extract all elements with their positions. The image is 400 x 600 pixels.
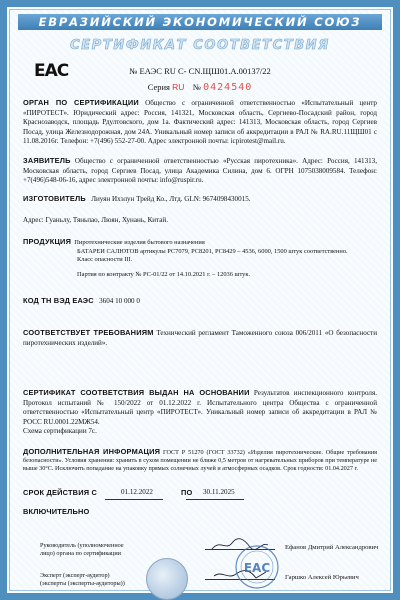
eac-stamp-icon — [232, 544, 282, 590]
expert-role-line-1: Эксперт (эксперт-аудитор) — [40, 572, 110, 579]
tnved-label: КОД ТН ВЭД ЕАЭС — [23, 296, 94, 305]
product-label: ПРОДУКЦИЯ — [23, 237, 72, 246]
maker-section — [23, 194, 377, 205]
validity-inclusive-label: ВКЛЮЧИТЕЛЬНО — [23, 506, 90, 516]
union-banner: ЕВРАЗИЙСКИЙ ЭКОНОМИЧЕСКИЙ СОЮЗ — [18, 14, 382, 30]
extra-info-section — [23, 448, 377, 474]
requirements-text: Технический регламент Таможенного союза 006/2011 «О безопасности пиротехнических изделий». — [23, 329, 377, 347]
validity-section — [23, 488, 377, 517]
certificate-title: СЕРТИФИКАТ СООТВЕТСТВИЯ — [70, 38, 330, 53]
series-label: Серия — [147, 82, 170, 92]
to-date-underline — [186, 499, 244, 500]
certificate-number-line — [10, 66, 390, 76]
scheme-text: Схема сертификации 7с. — [23, 427, 97, 436]
tnved-code: 3604 10 000 0 — [99, 297, 140, 305]
validity-from-label: СРОК ДЕЙСТВИЯ С — [23, 488, 98, 497]
validity-from-date: 01.12.2022 — [121, 488, 153, 496]
organ-section — [23, 98, 377, 147]
validity-to-label: ПО — [181, 488, 193, 497]
organ-text: Общество с ограниченной ответственностью «Испытательный центр «ПИРОТЕСТ». Юридический адрес: Россия, 141321, Московская область, Сергиево-Посадский район, город Краснозаводск, площадь Рдултовского, дом 1а. Фактический адрес: 141313, Московская область, город Сергиев Посад, улица Железнодорожная, дом 24А. Уникальный номер записи об аккредитации в РАЛ № RA.RU.11ЩШ01 с 11.08.2016г. Телефон: +7(496) 552-27-00. Адрес электронной почты: icpirotest@mail.ru. — [23, 99, 377, 146]
hologram-seal-icon — [146, 558, 188, 600]
head-role-line-1: Руководитель (уполномоченное — [40, 542, 124, 549]
basis-text: Результатов инспекционного контроля. Протокол испытаний № 150/2022 от 01.12.2022 г. Испытательного центра Общества с ограниченной ответственностью «Испытательный центр «ПИРОТЕСТ». Уникальный номер записи об аккредитации в РАЛ № РОСС RU.0001.22МЖ54. — [23, 389, 377, 426]
series-code: RU — [172, 82, 185, 92]
from-date-underline — [105, 499, 163, 500]
product-line-1: Пиротехнические изделия бытового назначения — [74, 239, 205, 246]
applicant-label: ЗАЯВИТЕЛЬ — [23, 156, 71, 165]
maker-text: Лиуян Ихэлун Трейд Ко., Лтд. GLN: 9674098430015. — [91, 195, 251, 203]
basis-label: СЕРТИФИКАТ СООТВЕТСТВИЯ ВЫДАН НА ОСНОВАНИИ — [23, 388, 250, 397]
stamp-text: ЕАС — [243, 561, 271, 575]
requirements-label: СООТВЕТСТВУЕТ ТРЕБОВАНИЯМ — [23, 328, 154, 337]
maker-label: ИЗГОТОВИТЕЛЬ — [23, 194, 86, 203]
product-line-3: Класс опасности III. — [77, 256, 133, 264]
requirements-section — [23, 328, 377, 348]
head-name: Ефанов Дмитрий Александрович — [285, 544, 379, 551]
organ-label: ОРГАН ПО СЕРТИФИКАЦИИ — [23, 98, 139, 107]
extra-info-text: ГОСТ Р 51270 (ГОСТ 33732) «Изделия пиротехнические. Общие требования безопасности». Условия хранения: хранить в сухом помещении не ближе 0,5 метров от нагревательных приборов при температуре не выше 30°С. Исключить попадание на упаковку прямых солнечных лучей и атмосферных осадков. Срок годности: 01.04.2027 г. — [23, 449, 378, 473]
series-line — [10, 82, 390, 93]
head-role-line-2: лицо) органа по сертификации — [40, 549, 121, 557]
head-role — [40, 542, 124, 557]
validity-to-date: 30.11.2025 — [203, 488, 235, 496]
certificate-frame — [9, 9, 391, 591]
serial-prefix: № — [192, 82, 201, 92]
extra-info-label: ДОПОЛНИТЕЛЬНАЯ ИНФОРМАЦИЯ — [23, 447, 161, 456]
maker-address: Адрес: Гуаньлу, Тяньпао, Люян, Хунань, Китай. — [23, 216, 168, 224]
product-line-2: БАТАРЕИ САЛЮТОВ артикулы РС7079, РС8201, РС8429 – 4536, 6000, 1500 штук соответственно. — [77, 247, 348, 255]
tnved-section — [23, 296, 377, 307]
eac-logo: EAC — [34, 61, 69, 81]
basis-section — [23, 388, 377, 437]
applicant-text: Общество с ограниченной ответственностью «Русская пиротехника». Адрес: Россия, 141313, Московская область, город Сергиев Посад, улица Академика Силина, дом 6. ОГРН 1075038009584. Телефон: +7(496)548-06-16, адрес электронной почты: info@ruspir.ru. — [23, 157, 378, 185]
number-prefix: № ЕАЭС — [129, 66, 162, 76]
expert-name: Гаршко Алексей Юрьевич — [285, 574, 359, 581]
product-line-4: Партия по контракту № РС-01/22 от 14.10.2021 г. – 12036 штук. — [77, 270, 251, 278]
expert-role-line-2: (эксперты (эксперты-аудиторы)) — [40, 579, 125, 587]
certificate-number: RU С- CN.ЩШ01.А.00137/22 — [164, 66, 271, 76]
serial-number: 0424540 — [203, 82, 253, 93]
applicant-section — [23, 156, 377, 186]
product-section — [23, 238, 377, 279]
expert-role — [40, 572, 125, 587]
